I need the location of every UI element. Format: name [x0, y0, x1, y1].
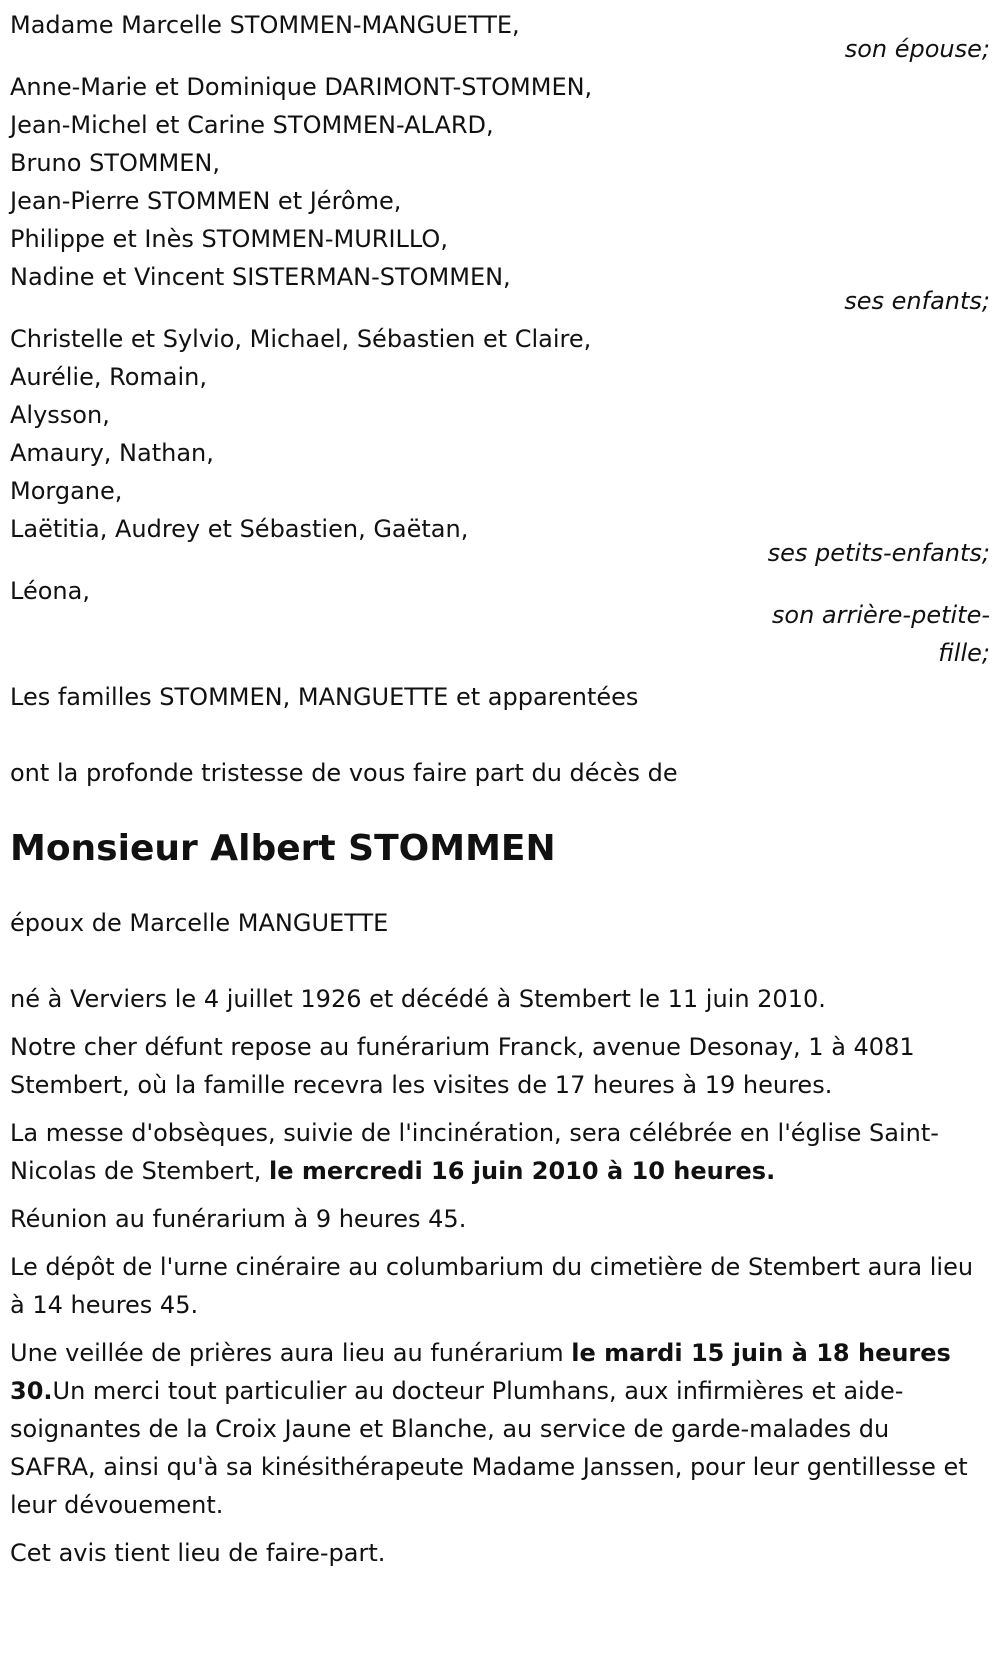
great-grandchild-group	[10, 572, 990, 672]
child-line: Bruno STOMMEN,	[10, 149, 221, 177]
families-line: Les familles STOMMEN, MANGUETTE et apparentées	[10, 683, 639, 711]
great-grandchild-name: Léona,	[10, 577, 90, 605]
deceased-name: Monsieur Albert STOMMEN	[10, 828, 556, 869]
child-line: Anne-Marie et Dominique DARIMONT-STOMMEN,	[10, 73, 593, 101]
great-grandchild-role-line2: fille;	[938, 639, 990, 667]
grandchildren-role: ses petits-enfants;	[767, 539, 990, 567]
grandchild-line: Alysson,	[10, 401, 110, 429]
thanks-text: Un merci tout particulier au docteur Plumhans, aux infirmières et aide-soignantes de la Croix Jaune et Blanche, au service de garde-malades du SAFRA, ainsi qu'à sa kinésithérapeute Madame Janssen, pour leur gentillesse et leur dévouement.	[10, 1377, 968, 1519]
children-group	[10, 68, 990, 320]
grandchildren-group	[10, 320, 990, 572]
great-grandchild-role-line1: son arrière-petite-	[771, 601, 990, 629]
grandchild-line: Morgane,	[10, 477, 123, 505]
mass-text: La messe d'obsèques, suivie de l'incinération, sera célébrée en l'église Saint-Nicolas de Stembert,	[10, 1119, 939, 1185]
great-grandchild-role	[10, 596, 990, 672]
grandchild-line: Amaury, Nathan,	[10, 439, 214, 467]
child-line: Jean-Pierre STOMMEN et Jérôme,	[10, 187, 402, 215]
spouse-name: Madame Marcelle STOMMEN-MANGUETTE,	[10, 11, 520, 39]
grandchild-line: Laëtitia, Audrey et Sébastien, Gaëtan,	[10, 515, 469, 543]
mass-paragraph	[10, 1114, 980, 1190]
meeting-paragraph: Réunion au funérarium à 9 heures 45.	[10, 1205, 467, 1233]
mass-date: le mercredi 16 juin 2010 à 10 heures.	[268, 1157, 776, 1185]
child-line: Jean-Michel et Carine STOMMEN-ALARD,	[10, 111, 494, 139]
children-role: ses enfants;	[844, 287, 990, 315]
grandchild-line: Christelle et Sylvio, Michael, Sébastien et Claire,	[10, 325, 592, 353]
deceased-spouse-line: époux de Marcelle MANGUETTE	[10, 909, 389, 937]
funerarium-paragraph: Notre cher défunt repose au funérarium Franck, avenue Desonay, 1 à 4081 Stembert, où la famille recevra les visites de 17 heures à 19 heures.	[10, 1033, 915, 1099]
vigil-text: Une veillée de prières aura lieu au funérarium	[10, 1339, 572, 1367]
child-line: Nadine et Vincent SISTERMAN-STOMMEN,	[10, 263, 511, 291]
vigil-date: le mardi 15 juin à 18 heures 30.	[10, 1339, 951, 1405]
spouse-group	[10, 6, 990, 68]
closing-line: Cet avis tient lieu de faire-part.	[10, 1539, 386, 1567]
child-line: Philippe et Inès STOMMEN-MURILLO,	[10, 225, 448, 253]
birth-death-paragraph: né à Verviers le 4 juillet 1926 et décédé à Stembert le 11 juin 2010.	[10, 985, 826, 1013]
spouse-role: son épouse;	[844, 35, 990, 63]
announcement-line: ont la profonde tristesse de vous faire part du décès de	[10, 759, 678, 787]
vigil-paragraph	[10, 1334, 980, 1524]
urn-paragraph: Le dépôt de l'urne cinéraire au columbarium du cimetière de Stembert aura lieu à 14 heures 45.	[10, 1253, 974, 1319]
grandchild-line: Aurélie, Romain,	[10, 363, 207, 391]
